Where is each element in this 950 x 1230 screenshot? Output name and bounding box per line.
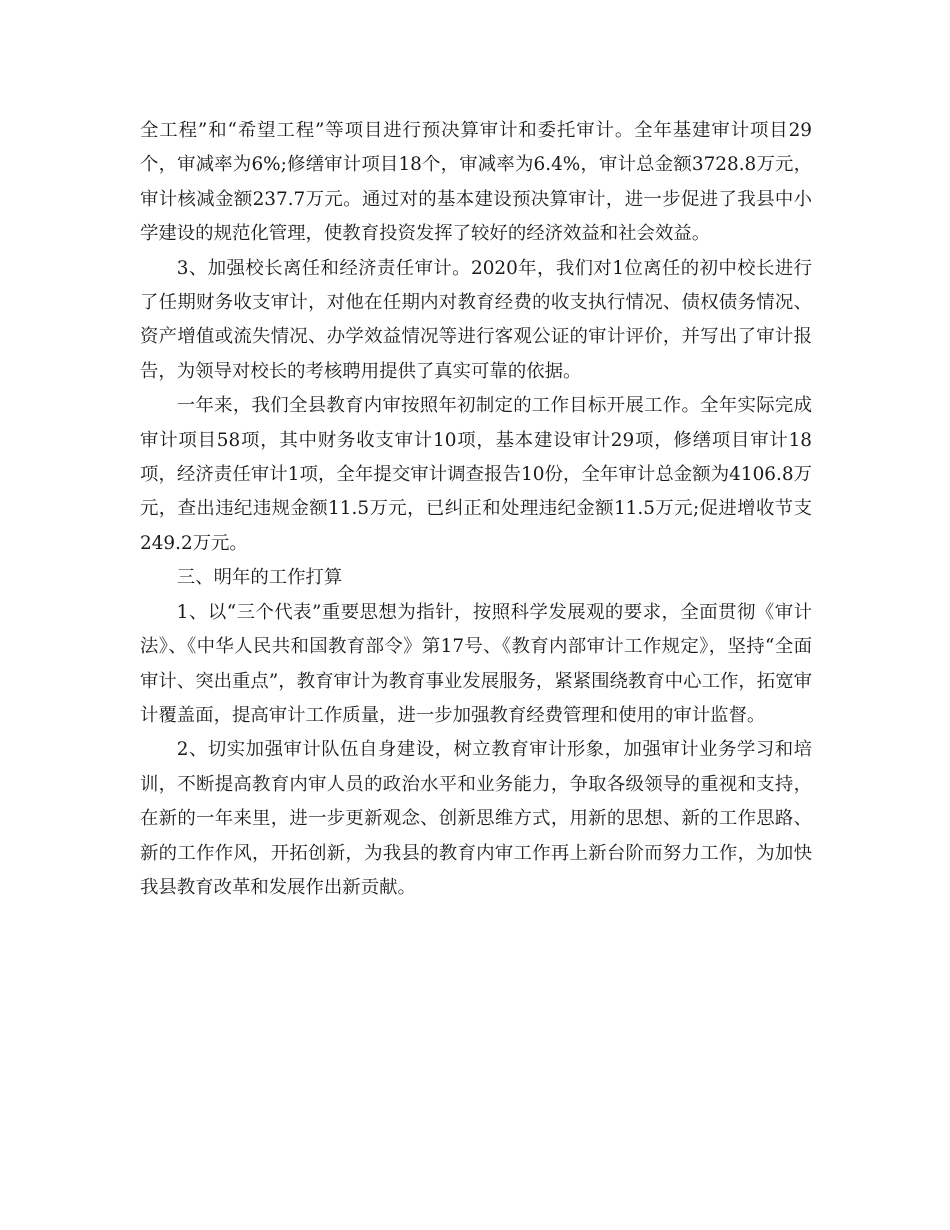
section-heading-next-year-plan: 三、明年的工作打算: [176, 567, 343, 589]
paragraph-plan-item-2: 2、切实加强审计队伍自身建设，树立教育审计形象，加强审计业务学习和培训，不断提高教育内审人员的政治水平和业务能力，争取各级领导的重视和支持，在新的一年来里，进一步更新观念、创新思维方式，用新的思想、新的工作思路、新的工作作风，开拓创新，为我县的教育内审工作再上新台阶而努力工作，为加快我县教育改革和发展作出新贡献。: [140, 739, 812, 898]
paragraph-principal-audit: 3、加强校长离任和经济责任审计。2020年，我们对1位离任的初中校长进行了任期财务收支审计，对他在任期内对教育经费的收支执行情况、债权债务情况、资产增值或流失情况、办学效益情况等进行客观公证的审计评价，并写出了审计报告，为领导对校长的考核聘用提供了真实可靠的依据。: [140, 257, 812, 382]
paragraph-plan-item-1: 1、以“三个代表”重要思想为指针，按照科学发展观的要求，全面贯彻《审计法》、《中华人民共和国教育部令》第17号、《教育内部审计工作规定》，坚持“全面审计、突出重点”，教育审计为教育事业发展服务，紧紧围绕教育中心工作，拓宽审计覆盖面，提高审计工作质量，进一步加强教育经费管理和使用的审计监督。: [140, 601, 812, 726]
paragraph-annual-summary: 一年来，我们全县教育内审按照年初制定的工作目标开展工作。全年实际完成审计项目58项，其中财务收支审计10项，基本建设审计29项，修缮项目审计18项，经济责任审计1项，全年提交审计调查报告10份，全年审计总金额为4106.8万元，查出违纪违规金额11.5万元，已纠正和处理违纪金额11.5万元;促进增收节支249.2万元。: [140, 395, 812, 554]
paragraph-continuation: 全工程”和“希望工程”等项目进行预决算审计和委托审计。全年基建审计项目29个，审减率为6%;修缮审计项目18个，审减率为6.4%，审计总金额3728.8万元，审计核减金额237.7万元。通过对的基本建设预决算审计，进一步促进了我县中小学建设的规范化管理，使教育投资发挥了较好的经济效益和社会效益。: [140, 120, 812, 245]
document-body: [140, 114, 812, 905]
